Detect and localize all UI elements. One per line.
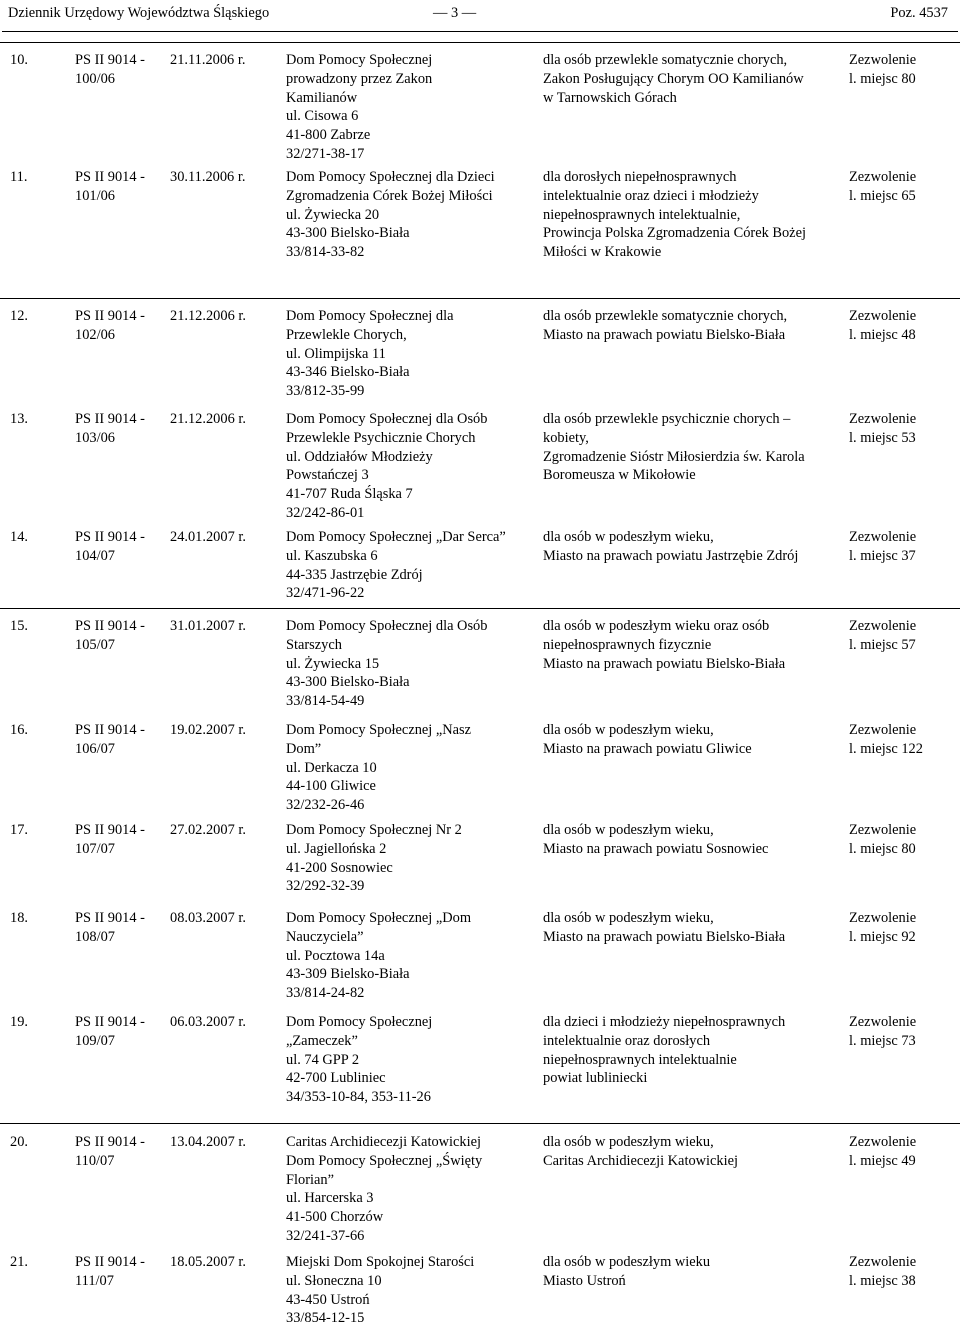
- residents-operator: dla dorosłych niepełnosprawnych intelektualnie oraz dzieci i młodzieży niepełnosprawnych intelektualnie, Prowincja Polska Zgromadzenia Córek Bożej Miłości w Krakowie: [543, 169, 806, 261]
- facility-name-address: Dom Pomocy Społecznej „Dom Nauczyciela” ul. Pocztowa 14a 43-309 Bielsko-Biała 33/814-24-82: [286, 910, 472, 1002]
- entry-number: 16.: [10, 722, 28, 738]
- file-reference: PS II 9014 - 105/07: [75, 618, 145, 653]
- facility-name-address: Dom Pomocy Społecznej prowadzony przez Zakon Kamilianów ul. Cisowa 6 41-800 Zabrze 32/271-38-17: [286, 52, 433, 162]
- entry-number: 11.: [10, 169, 28, 185]
- issue-date: 06.03.2007 r.: [170, 1014, 246, 1030]
- permit-places: Zezwolenie l. miejsc 80: [849, 822, 917, 857]
- permit-places: Zezwolenie l. miejsc 73: [849, 1014, 917, 1049]
- facility-name-address: Dom Pomocy Społecznej „Nasz Dom” ul. Derkacza 10 44-100 Gliwice 32/232-26-46: [286, 722, 472, 814]
- page-number: — 3 —: [433, 5, 477, 21]
- residents-operator: dla osób przewlekle somatycznie chorych, Miasto na prawach powiatu Bielsko-Biała: [543, 308, 788, 343]
- permit-places: Zezwolenie l. miejsc 48: [849, 308, 917, 343]
- residents-operator: dla osób w podeszłym wieku, Miasto na prawach powiatu Jastrzębie Zdrój: [543, 529, 799, 564]
- issue-date: 08.03.2007 r.: [170, 910, 246, 926]
- residents-operator: dla osób w podeszłym wieku, Miasto na prawach powiatu Sosnowiec: [543, 822, 769, 857]
- file-reference: PS II 9014 - 104/07: [75, 529, 145, 564]
- residents-operator: dla osób w podeszłym wieku, Caritas Archidiecezji Katowickiej: [543, 1134, 738, 1169]
- facility-name-address: Dom Pomocy Społecznej dla Przewlekle Chorych, ul. Olimpijska 11 43-346 Bielsko-Biała 33/812-35-99: [286, 308, 454, 400]
- entry-number: 20.: [10, 1134, 28, 1150]
- issue-date: 30.11.2006 r.: [170, 169, 246, 185]
- issue-date: 27.02.2007 r.: [170, 822, 246, 838]
- group-divider: [0, 42, 960, 43]
- entry-number: 17.: [10, 822, 28, 838]
- residents-operator: dla osób w podeszłym wieku, Miasto na prawach powiatu Bielsko-Biała: [543, 910, 786, 945]
- residents-operator: dla osób przewlekle somatycznie chorych, Zakon Posługujący Chorym OO Kamilianów w Tarnowskich Górach: [543, 52, 804, 106]
- file-reference: PS II 9014 - 107/07: [75, 822, 145, 857]
- file-reference: PS II 9014 - 103/06: [75, 411, 145, 446]
- residents-operator: dla osób w podeszłym wieku Miasto Ustroń: [543, 1254, 711, 1289]
- facility-name-address: Miejski Dom Spokojnej Starości ul. Słoneczna 10 43-450 Ustroń 33/854-12-15: [286, 1254, 475, 1327]
- file-reference: PS II 9014 - 101/06: [75, 169, 145, 204]
- group-divider: [0, 608, 960, 609]
- residents-operator: dla osób w podeszłym wieku oraz osób niepełnosprawnych fizycznie Miasto na prawach powiatu Bielsko-Biała: [543, 618, 786, 672]
- residents-operator: dla dzieci i młodzieży niepełnosprawnych intelektualnie oraz dorosłych niepełnosprawnych intelektualnie powiat lubliniecki: [543, 1014, 786, 1087]
- facility-name-address: Dom Pomocy Społecznej dla Osób Przewlekle Psychicznie Chorych ul. Oddziałów Młodzieży Powstańczej 3 41-707 Ruda Śląska 7 32/242-86-01: [286, 411, 488, 521]
- entry-number: 13.: [10, 411, 28, 427]
- entry-number: 19.: [10, 1014, 28, 1030]
- group-divider: [0, 1123, 960, 1124]
- facility-name-address: Caritas Archidiecezji Katowickiej Dom Pomocy Społecznej „Święty Florian” ul. Harcerska 3 41-500 Chorzów 32/241-37-66: [286, 1134, 483, 1244]
- header-divider: [2, 31, 958, 32]
- issue-date: 13.04.2007 r.: [170, 1134, 246, 1150]
- issue-date: 24.01.2007 r.: [170, 529, 246, 545]
- facility-name-address: Dom Pomocy Społecznej dla Dzieci Zgromadzenia Córek Bożej Miłości ul. Żywiecka 20 43-300 Bielsko-Biała 33/814-33-82: [286, 169, 495, 261]
- permit-places: Zezwolenie l. miejsc 92: [849, 910, 917, 945]
- file-reference: PS II 9014 - 108/07: [75, 910, 145, 945]
- permit-places: Zezwolenie l. miejsc 53: [849, 411, 917, 446]
- facility-name-address: Dom Pomocy Społecznej „Zameczek” ul. 74 GPP 2 42-700 Lubliniec 34/353-10-84, 353-11-26: [286, 1014, 433, 1106]
- issue-date: 18.05.2007 r.: [170, 1254, 246, 1270]
- residents-operator: dla osób przewlekle psychicznie chorych – kobiety, Zgromadzenie Sióstr Miłosierdzia św. Karola Boromeusza w Mikołowie: [543, 411, 805, 484]
- permit-places: Zezwolenie l. miejsc 65: [849, 169, 917, 204]
- issue-date: 21.11.2006 r.: [170, 52, 246, 68]
- issue-date: 31.01.2007 r.: [170, 618, 246, 634]
- permit-places: Zezwolenie l. miejsc 57: [849, 618, 917, 653]
- permit-places: Zezwolenie l. miejsc 122: [849, 722, 923, 757]
- permit-places: Zezwolenie l. miejsc 38: [849, 1254, 917, 1289]
- entry-number: 21.: [10, 1254, 28, 1270]
- residents-operator: dla osób w podeszłym wieku, Miasto na prawach powiatu Gliwice: [543, 722, 752, 757]
- file-reference: PS II 9014 - 110/07: [75, 1134, 145, 1169]
- entry-number: 18.: [10, 910, 28, 926]
- group-divider: [0, 298, 960, 299]
- permit-places: Zezwolenie l. miejsc 80: [849, 52, 917, 87]
- file-reference: PS II 9014 - 106/07: [75, 722, 145, 757]
- file-reference: PS II 9014 - 102/06: [75, 308, 145, 343]
- entry-number: 12.: [10, 308, 28, 324]
- page-header: [8, 4, 952, 26]
- issue-date: 21.12.2006 r.: [170, 411, 246, 427]
- issue-date: 21.12.2006 r.: [170, 308, 246, 324]
- issue-date: 19.02.2007 r.: [170, 722, 246, 738]
- item-position: Poz. 4537: [890, 5, 948, 21]
- journal-title: Dziennik Urzędowy Województwa Śląskiego: [8, 5, 270, 21]
- facility-name-address: Dom Pomocy Społecznej dla Osób Starszych ul. Żywiecka 15 43-300 Bielsko-Biała 33/814-54-49: [286, 618, 488, 710]
- entry-number: 14.: [10, 529, 28, 545]
- facility-name-address: Dom Pomocy Społecznej Nr 2 ul. Jagiellońska 2 41-200 Sosnowiec 32/292-32-39: [286, 822, 462, 895]
- permit-places: Zezwolenie l. miejsc 37: [849, 529, 917, 564]
- entry-number: 10.: [10, 52, 28, 68]
- entry-number: 15.: [10, 618, 28, 634]
- file-reference: PS II 9014 - 111/07: [75, 1254, 145, 1289]
- file-reference: PS II 9014 - 109/07: [75, 1014, 145, 1049]
- file-reference: PS II 9014 - 100/06: [75, 52, 145, 87]
- facility-name-address: Dom Pomocy Społecznej „Dar Serca” ul. Kaszubska 6 44-335 Jastrzębie Zdrój 32/471-96-22: [286, 529, 506, 602]
- permit-places: Zezwolenie l. miejsc 49: [849, 1134, 917, 1169]
